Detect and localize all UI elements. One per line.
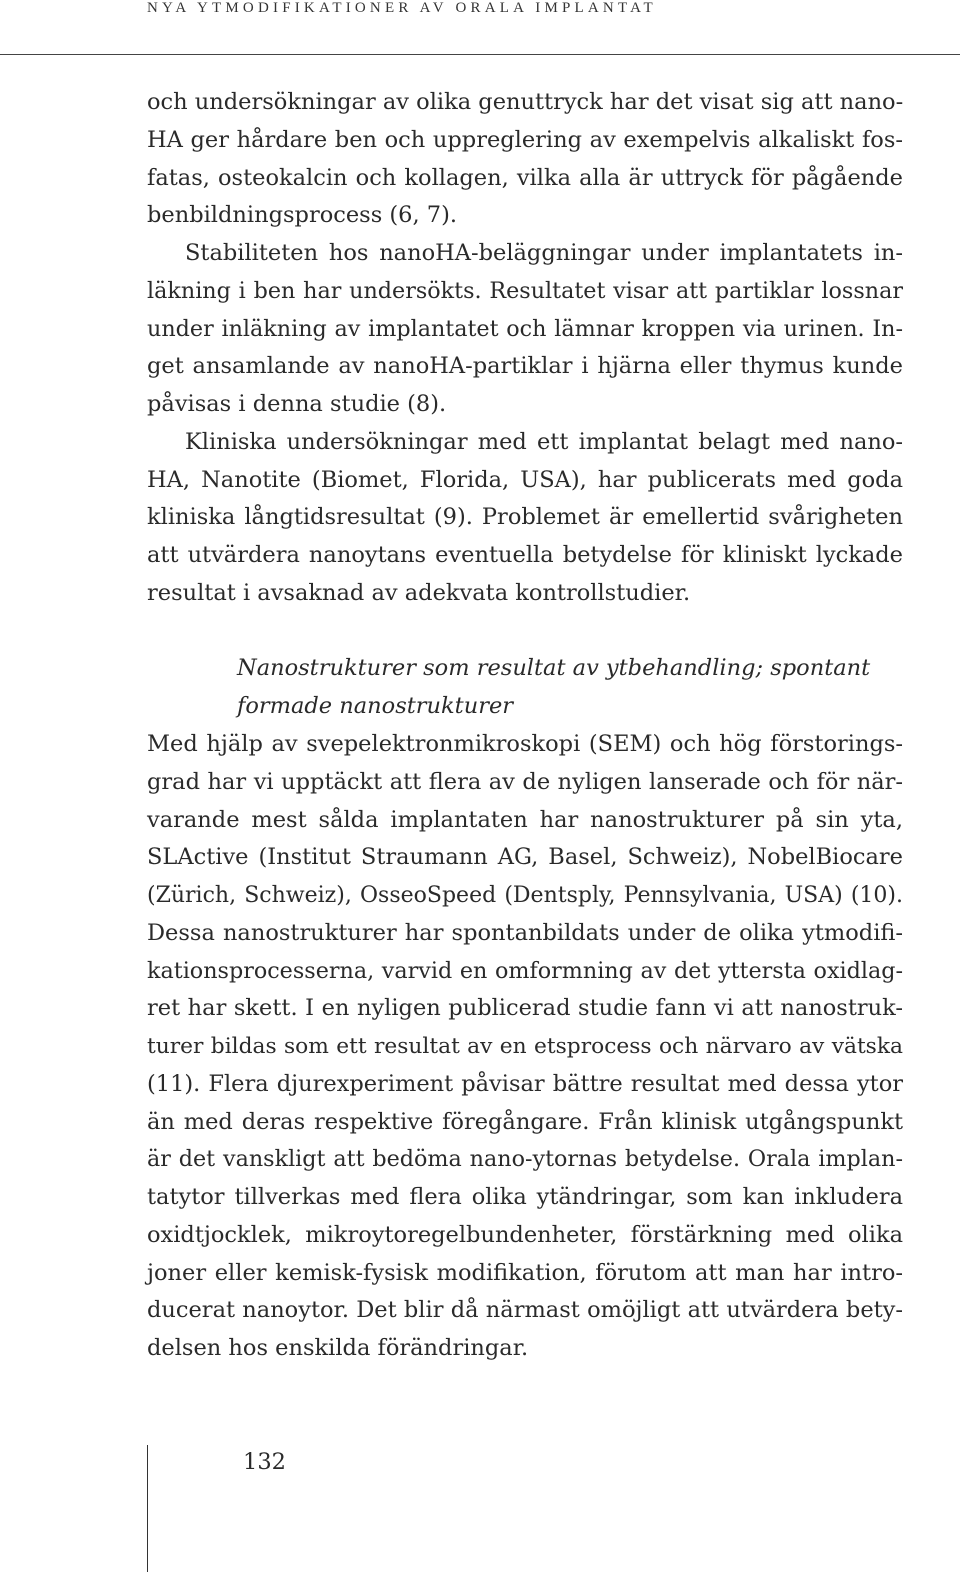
text-line: Med hjälp av svepelektronmikroskopi (SEM) och hög förstorings-	[147, 731, 903, 757]
text-line: (11). Flera djurexperiment påvisar bättre resultat med dessa ytor	[147, 1070, 903, 1097]
text-line: och undersökningar av olika genuttryck har det visat sig att nano-	[147, 89, 904, 115]
body-text-block-1	[147, 84, 903, 613]
text-line: påvisas i denna studie (8).	[147, 391, 447, 417]
text-line: grad har vi upptäckt att flera av de nyligen lanserade och för när-	[147, 768, 903, 795]
text-line: att utvärdera nanoytans eventuella betydelse för kliniskt lyckade	[147, 542, 903, 568]
text-line: get ansamlande av nanoHA-partiklar i hjärna eller thymus kunde	[147, 353, 903, 380]
section-heading	[237, 650, 897, 726]
text-line: SLActive (Institut Straumann AG, Basel, Schweiz), NobelBiocare	[147, 844, 903, 871]
body-text-block-2	[147, 726, 903, 1368]
text-line: ret har skett. I en nyligen publicerad studie fann vi att nanostruk-	[147, 995, 903, 1022]
text-line: är det vanskligt att bedöma nano-ytornas betydelse. Orala implan-	[147, 1146, 903, 1173]
text-line: varande mest sålda implantaten har nanostrukturer på sin yta,	[147, 806, 903, 833]
text-line: HA, Nanotite (Biomet, Florida, USA), har publicerats med goda	[147, 466, 903, 493]
text-line: ducerat nanoytor. Det blir då närmast omöjligt att utvärdera bety-	[147, 1297, 903, 1324]
text-line: HA ger hårdare ben och uppreglering av exempelvis alkaliskt fos-	[147, 126, 903, 153]
text-line: Stabiliteten hos nanoHA-beläggningar under implantatets in-	[185, 240, 903, 266]
text-line: än med deras respektive föregångare. Från klinisk utgångspunkt	[147, 1108, 903, 1135]
header-rule	[0, 54, 960, 55]
text-line: benbildningsprocess (6, 7).	[147, 202, 458, 229]
heading-line: Nanostrukturer som resultat av ytbehandling; spontant	[237, 655, 871, 681]
text-line: delsen hos enskilda förändringar.	[147, 1335, 529, 1361]
text-line: fatas, osteokalcin och kollagen, vilka alla är uttryck för pågående	[147, 164, 903, 191]
text-line: kliniska långtidsresultat (9). Problemet är emellertid svårigheten	[147, 504, 903, 531]
text-line: resultat i avsaknad av adekvata kontrollstudier.	[147, 579, 691, 606]
text-line: Dessa nanostrukturer har spontanbildats under de olika ytmodifi-	[147, 919, 903, 946]
heading-line: formade nanostrukturer	[237, 692, 514, 719]
running-head: NYA YTMODIFIKATIONER AV ORALA IMPLANTAT	[147, 0, 657, 16]
text-line: läkning i ben har undersökts. Resultatet visar att partiklar lossnar	[147, 277, 903, 304]
text-line: Kliniska undersökningar med ett implantat belagt med nano-	[185, 428, 903, 455]
text-line: oxidtjocklek, mikroytoregelbundenheter, förstärkning med olika	[147, 1221, 903, 1248]
text-line: tatytor tillverkas med flera olika ytändringar, som kan inkludera	[147, 1184, 903, 1210]
text-line: (Zürich, Schweiz), OsseoSpeed (Dentsply, Pennsylvania, USA) (10).	[147, 883, 903, 908]
text-line: joner eller kemisk-fysisk modifikation, förutom att man har intro-	[147, 1259, 903, 1286]
text-line: kationsprocesserna, varvid en omformning av det yttersta oxidlag-	[147, 957, 903, 984]
text-line: turer bildas som ett resultat av en etsprocess och närvaro av vätska	[147, 1034, 903, 1059]
footer-rule	[147, 1445, 148, 1572]
text-line: under inläkning av implantatet och lämnar kroppen via urinen. In-	[147, 315, 903, 342]
page-number: 132	[243, 1449, 286, 1475]
